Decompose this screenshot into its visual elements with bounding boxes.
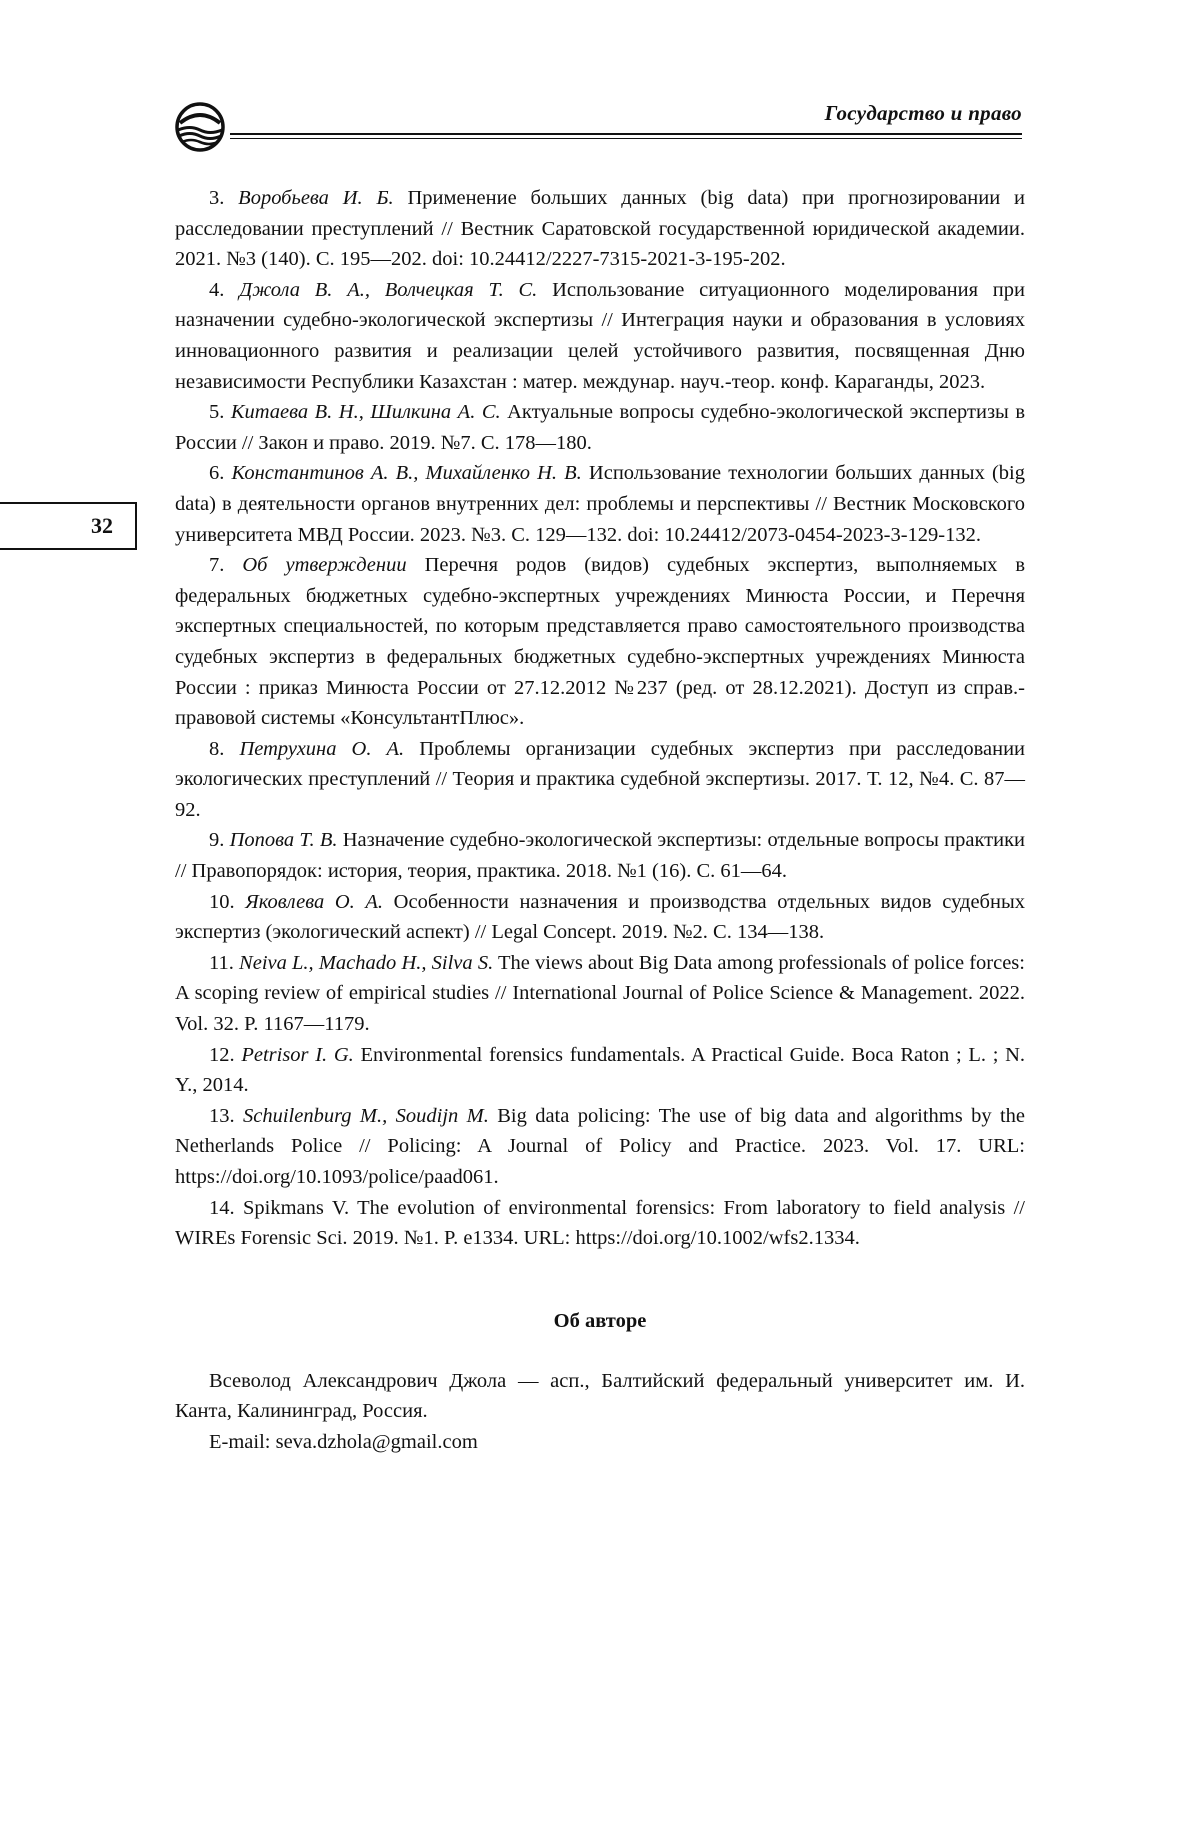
reference-text: Перечня родов (видов) судебных экспертиз, выполняемых в федеральных бюджетных судебно-экспертных учреждениях Минюста России, и Перечня экспертных специальностей, по которым представляется право самостоятельного производства судебных экспертиз в федеральных бюджетных судебно-экспертных учреждениях Минюста России : приказ Минюста России от 27.12.2012 №237 (ред. от 28.12.2021). Доступ из справ.-правовой системы «КонсультантПлюс». bbox=[175, 554, 1026, 730]
journal-wave-logo-icon bbox=[172, 101, 232, 153]
reference-text: Spikmans V. The evolution of environmental forensics: From laboratory to field analysis // WIREs Forensic Sci. 2019. №1. P. e1334. URL: https://doi.org/10.1002/wfs2.1334. bbox=[175, 1196, 1026, 1250]
journal-title: Государство и право bbox=[824, 101, 1022, 125]
page-number: 32 bbox=[0, 502, 137, 550]
reference-author: Petrisor I. G. bbox=[241, 1043, 354, 1066]
main-content bbox=[175, 183, 1025, 1458]
reference-author: Петрухина О. А. bbox=[239, 737, 405, 760]
reference-list bbox=[175, 183, 1025, 1254]
reference-text: Назначение судебно-экологической экспертизы: отдельные вопросы практики // Правопорядок: история, теория, практика. 2018. №1 (16). С. 61—64. bbox=[175, 829, 1026, 883]
reference-item-13: 13. Schuilenburg M., Soudijn M. Big data policing: The use of big data and algorithms by the Netherlands Police // Policing: A Journal of Policy and Practice. 2023. Vol. 17. URL: https://doi.org/10.1093/police/paad061. bbox=[175, 1104, 1026, 1188]
reference-item-11: 11. Neiva L., Machado H., Silva S. The views about Big Data among professionals of police forces: A scoping review of empirical studies // International Journal of Police Science & Management. 2022. Vol. 32. P. 1167—1179. bbox=[175, 951, 1025, 1036]
reference-author: Яковлева О. А. bbox=[245, 890, 384, 913]
reference-item-14: 14. Spikmans V. The evolution of environmental forensics: From laboratory to field analysis // WIREs Forensic Sci. 2019. №1. P. e1334. URL: https://doi.org/10.1002/wfs2.1334. bbox=[175, 1196, 1026, 1250]
reference-text: The views about Big Data among professionals of police forces: A scoping review of empirical studies // International Journal of Police Science & Management. 2022. Vol. 32. P. 1167—1179. bbox=[175, 951, 1025, 1036]
reference-author: Воробьева И. Б. bbox=[238, 187, 394, 209]
reference-text: Проблемы организации судебных экспертиз при расследовании экологических преступлений // Теория и практика судебной экспертизы. 2017. Т. 12, №4. С. 87—92. bbox=[175, 737, 1026, 821]
reference-item-7: 7. Об утверждении Перечня родов (видов) судебных экспертиз, выполняемых в федеральных бюджетных судебно-экспертных учреждениях Минюста России, и Перечня экспертных специальностей, по которым представляется право самостоятельного производства судебных экспертиз в федеральных бюджетных судебно-экспертных учреждениях Минюста России : приказ Минюста России от 27.12.2012 №237 (ред. от 28.12.2021). Доступ из справ.-правовой системы «КонсультантПлюс». bbox=[175, 554, 1026, 730]
reference-text: Environmental forensics fundamentals. A Practical Guide. Boca Raton ; L. ; N. Y., 2014. bbox=[175, 1043, 1026, 1097]
reference-author: Константинов А. В., Михайленко Н. В. bbox=[231, 462, 582, 485]
reference-text: Использование ситуационного моделирования при назначении судебно-экологической экспертизы // Интеграция науки и образования в условиях инновационного развития и реализации целей устойчивого развития, посвященная Дню независимости Республики Казахстан : матер. междунар. науч.-теор. конф. Караганды, 2023. bbox=[175, 278, 1026, 393]
reference-text: Применение больших данных (big data) при прогнозировании и расследовании преступлений // Вестник Саратовской государственной юридической академии. 2021. №3 (140). С. 195—202. doi: 10.24412/2227-7315-2021-3-195-202. bbox=[175, 187, 1025, 271]
reference-item-8: 8. Петрухина О. А. Проблемы организации судебных экспертиз при расследовании экологических преступлений // Теория и практика судебной экспертизы. 2017. Т. 12, №4. С. 87—92. bbox=[175, 737, 1026, 821]
reference-item-10: 10. Яковлева О. А. Особенности назначения и производства отдельных видов судебных экспертиз (экологический аспект) // Legal Concept. 2019. №2. С. 134—138. bbox=[175, 890, 1025, 944]
reference-author: Schuilenburg M., Soudijn M. bbox=[243, 1104, 489, 1127]
reference-item-12: 12. Petrisor I. G. Environmental forensics fundamentals. A Practical Guide. Boca Raton ; L. ; N. Y., 2014. bbox=[175, 1043, 1026, 1097]
reference-item-3: 3. Воробьева И. Б. Применение больших данных (big data) при прогнозировании и расследовании преступлений // Вестник Саратовской государственной юридической академии. 2021. №3 (140). С. 195—202. doi: 10.24412/2227-7315-2021-3-195-202. bbox=[175, 187, 1025, 271]
reference-author: Neiva L., Machado H., Silva S. bbox=[239, 951, 494, 974]
author-bio: Всеволод Александрович Джола — асп., Балтийский федеральный университет им. И. Канта, Калининград, Россия. bbox=[175, 1369, 1025, 1423]
reference-author: Об утверждении bbox=[242, 554, 407, 577]
author-email: E-mail: seva.dzhola@gmail.com bbox=[209, 1430, 478, 1453]
reference-item-4: 4. Джола В. А., Волчецкая Т. С. Использование ситуационного моделирования при назначении судебно-экологической экспертизы // Интеграция науки и образования в условиях инновационного развития и реализации целей устойчивого развития, посвященная Дню независимости Республики Казахстан : матер. междунар. науч.-теор. конф. Караганды, 2023. bbox=[175, 278, 1026, 393]
about-author-heading: Об авторе bbox=[553, 1309, 647, 1332]
reference-author: Китаева В. Н., Шилкина А. С. bbox=[230, 401, 501, 424]
reference-item-9: 9. Попова Т. В. Назначение судебно-экологической экспертизы: отдельные вопросы практики // Правопорядок: история, теория, практика. 2018. №1 (16). С. 61—64. bbox=[175, 829, 1026, 883]
reference-author: Джола В. А., Волчецкая Т. С. bbox=[239, 278, 538, 301]
reference-item-6: 6. Константинов А. В., Михайленко Н. В. Использование технологии больших данных (big data) в деятельности органов внутренних дел: проблемы и перспективы // Вестник Московского университета МВД России. 2023. №3. С. 129—132. doi: 10.24412/2073-0454-2023-3-129-132. bbox=[175, 462, 1025, 546]
reference-item-5: 5. Китаева В. Н., Шилкина А. С. Актуальные вопросы судебно-экологической экспертизы в России // Закон и право. 2019. №7. С. 178—180. bbox=[175, 401, 1026, 454]
page-header bbox=[172, 95, 1022, 155]
reference-text: Использование технологии больших данных (big data) в деятельности органов внутренних дел: проблемы и перспективы // Вестник Московского университета МВД России. 2023. №3. С. 129—132. doi: 10.24412/2073-0454-2023-3-129-132. bbox=[175, 462, 1025, 546]
reference-text: Актуальные вопросы судебно-экологической экспертизы в России // Закон и право. 2019. №7. С. 178—180. bbox=[175, 401, 1026, 454]
reference-text: Big data policing: The use of big data and algorithms by the Netherlands Police // Policing: A Journal of Policy and Practice. 2023. Vol. 17. URL: https://doi.org/10.1093/police/paad061. bbox=[175, 1104, 1026, 1188]
about-author-section bbox=[175, 1366, 1025, 1458]
header-rule-secondary bbox=[230, 138, 1022, 139]
reference-text: Особенности назначения и производства отдельных видов судебных экспертиз (экологический аспект) // Legal Concept. 2019. №2. С. 134—138. bbox=[175, 890, 1025, 944]
header-rule bbox=[230, 133, 1022, 135]
reference-author: Попова Т. В. bbox=[229, 829, 338, 852]
